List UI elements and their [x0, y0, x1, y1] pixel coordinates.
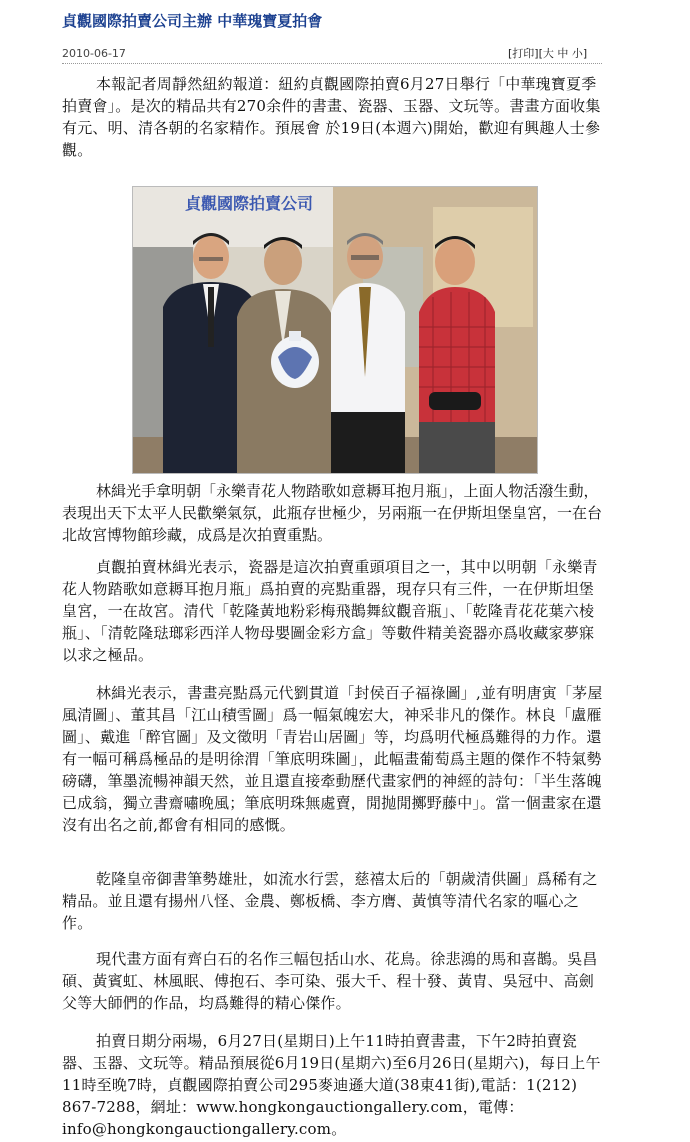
- article-date: 2010-06-17: [62, 47, 126, 60]
- gallery-sign: 貞觀國際拍賣公司: [185, 194, 314, 213]
- paragraph-porcelain: 貞觀拍賣林緝光表示，瓷器是這次拍賣重頭項目之一，其中以明朝「永樂青花人物踏歌如意耨耳抱月瓶」爲拍賣的亮點重器，現存只有三件，一在伊斯坦堡皇宮，一在故宮。清代「乾隆黃地粉彩梅飛鵲舞紋觀音瓶」、「乾隆青花花葉六棱瓶」、「清乾隆琺瑯彩西洋人物母嬰圖金彩方盒」等數件精美瓷器亦爲收藏家夢寐以求之極品。: [62, 558, 598, 664]
- paragraph-calligraphy: 乾隆皇帝御書筆勢雄壯，如流水行雲，慈禧太后的「朝歲清供圖」爲稀有之精品。並且還有揚州八怪、金農、鄭板橋、李方膺、黃慎等清代名家的嘔心之作。: [62, 870, 598, 932]
- paragraph-paintings: 林緝光表示，書畫亮點爲元代劉貫道「封侯百子福祿圖」,並有明唐寅「茅屋風清圖」、董其昌「江山積雪圖」爲一幅氣魄宏大，神采非凡的傑作。林良「盧雁圖」、戴進「醉官圖」及文徵明「青岩山居圖」等，均爲明代極爲難得的力作。還有一幅可稱爲極品的是明徐渭「筆底明珠圖」，此幅畫葡萄爲主題的傑作不特氣勢磅礴，筆墨流暢神韻天然，並且還直接牽動歷代畫家們的神經的詩句：「半生落魄已成翁，獨立書齋嘯晚風；筆底明珠無處賣，閒抛閒擲野藤中」。當一個畫家在還沒有出名之前,都會有相同的感慨。: [62, 684, 603, 834]
- paragraph-intro: 本報記者周靜然紐約報道：紐約貞觀國際拍賣6月27日舉行「中華瑰寶夏季拍賣會」。是次的精品共有270余件的書畫、瓷器、玉器、文玩等。書畫方面收集有元、明、清各朝的名家精作。預展會 於19日(本週六)開始，歡迎有興趣人士參觀。: [62, 75, 601, 159]
- font-size-link[interactable]: [大 中 小]: [538, 47, 588, 60]
- article-title: 貞觀國際拍賣公司主辦 中華瑰寶夏拍會: [62, 12, 323, 30]
- photo-caption: 林緝光手拿明朝「永樂青花人物踏歌如意耨耳抱月瓶」，上面人物活潑生動，表現出天下太平人民歡樂氣氛，此瓶存世極少，另兩瓶一在伊斯坦堡皇宮，一在台北故宮博物館珍藏，成爲是次拍賣重點。: [62, 482, 603, 544]
- paragraph-modern: 現代畫方面有齊白石的名作三幅包括山水、花鳥。徐悲鴻的馬和喜鵲。吳昌碩、黃賓虹、林風眠、傅抱石、李可染、張大千、程十發、黃胄、吳冠中、高劍父等大師們的作品，均爲難得的精心傑作。: [62, 950, 598, 1012]
- news-photo: [132, 186, 538, 474]
- print-link[interactable]: [打印]: [508, 47, 539, 60]
- article-tools: [508, 45, 587, 61]
- paragraph-schedule: 拍賣日期分兩場，6月27日(星期日)上午11時拍賣書畫，下午2時拍賣瓷器、玉器、文玩等。精品預展從6月19日(星期六)至6月26日(星期六)，每日上午11時至晚7時，貞觀國際拍賣公司295麥迪遜大道(38東41街),電話：1(212) 867-7288，網址：www.hongkongauctiongallery.com，電傳：info@hongkongauctiongallery.com。: [62, 1032, 601, 1138]
- divider: [62, 63, 602, 64]
